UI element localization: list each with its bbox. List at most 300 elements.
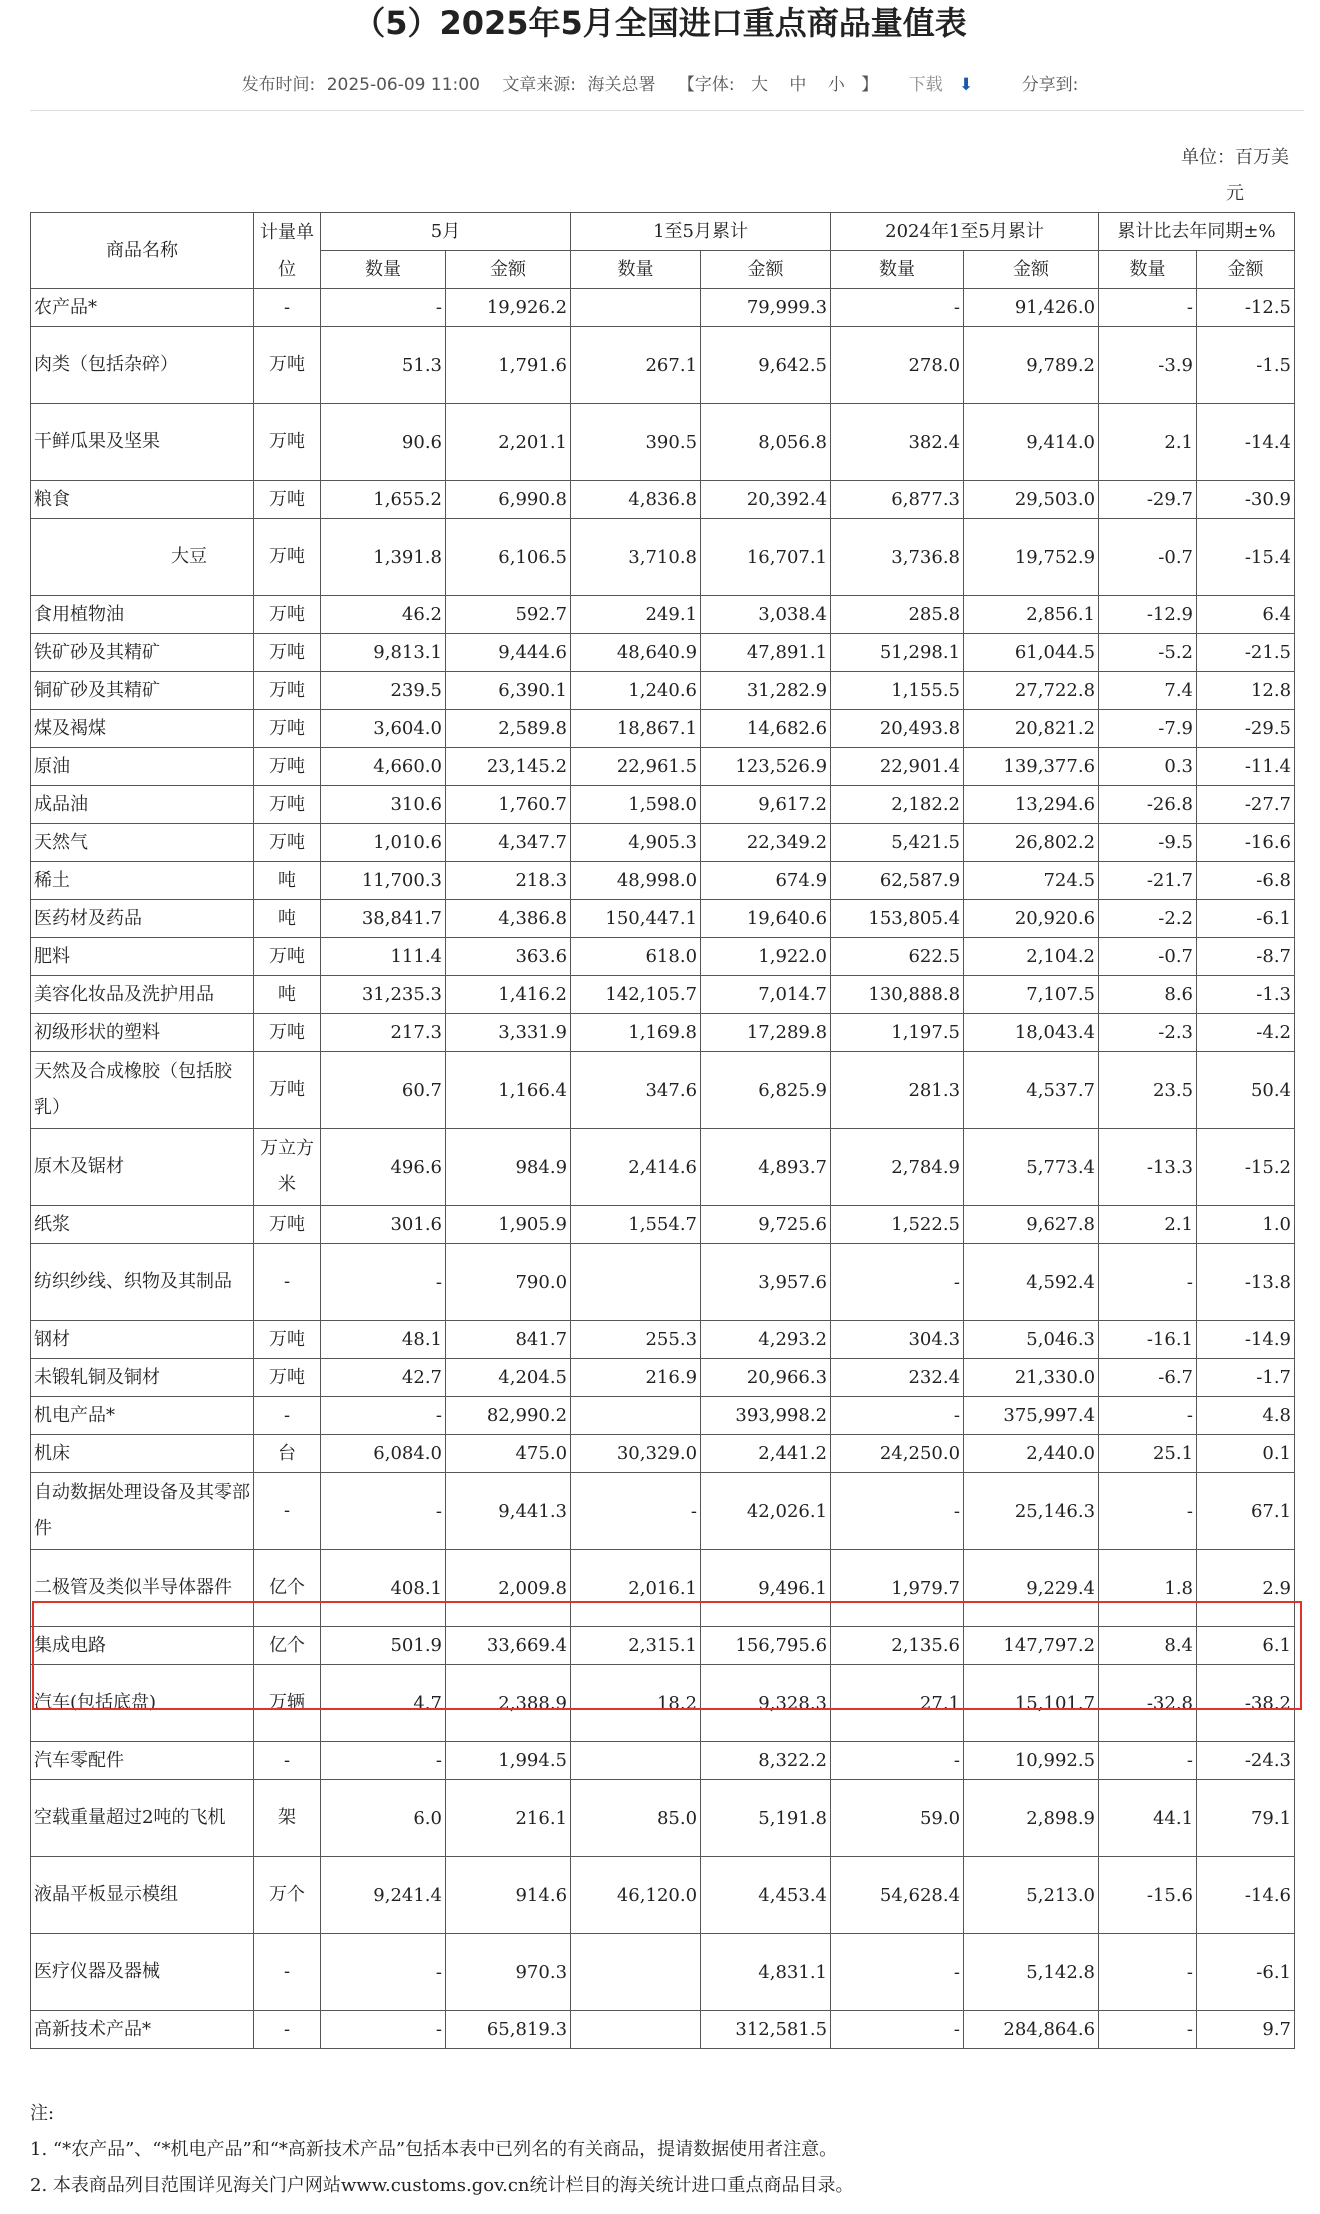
- row-unit: 架: [254, 1780, 321, 1857]
- row-value: 15,101.7: [964, 1665, 1099, 1742]
- row-value: 1.8: [1099, 1550, 1197, 1627]
- row-value: 2,388.9: [446, 1665, 571, 1742]
- row-value: 8,322.2: [701, 1742, 831, 1780]
- row-value: 267.1: [571, 327, 701, 404]
- row-value: 382.4: [831, 404, 964, 481]
- row-value: -13.3: [1099, 1129, 1197, 1206]
- row-value: -15.6: [1099, 1857, 1197, 1934]
- row-name: 钢材: [31, 1321, 254, 1359]
- row-unit: 万吨: [254, 1321, 321, 1359]
- row-value: 3,736.8: [831, 519, 964, 596]
- row-value: 4,537.7: [964, 1052, 1099, 1129]
- row-unit: 万吨: [254, 1052, 321, 1129]
- row-value: 150,447.1: [571, 900, 701, 938]
- row-name: 医疗仪器及器械: [31, 1934, 254, 2011]
- row-value: 4,204.5: [446, 1359, 571, 1397]
- font-large-button[interactable]: 大: [751, 75, 768, 95]
- font-size-close: 】: [861, 75, 879, 95]
- row-value: -: [321, 1742, 446, 1780]
- row-value: 724.5: [964, 862, 1099, 900]
- row-name: 美容化妆品及洗护用品: [31, 976, 254, 1014]
- share-label[interactable]: 分享到:: [1021, 75, 1079, 95]
- row-value: 82,990.2: [446, 1397, 571, 1435]
- row-name: 自动数据处理设备及其零部件: [31, 1473, 254, 1550]
- row-value: 9,617.2: [701, 786, 831, 824]
- row-value: 1,979.7: [831, 1550, 964, 1627]
- row-value: 2,856.1: [964, 596, 1099, 634]
- row-value: 1,905.9: [446, 1206, 571, 1244]
- row-value: 10,992.5: [964, 1742, 1099, 1780]
- row-unit: -: [254, 1934, 321, 2011]
- row-value: 285.8: [831, 596, 964, 634]
- row-value: 2,589.8: [446, 710, 571, 748]
- row-unit: 万吨: [254, 786, 321, 824]
- row-value: 67.1: [1197, 1473, 1295, 1550]
- row-name: 纺织纱线、织物及其制品: [31, 1244, 254, 1321]
- row-value: 48.1: [321, 1321, 446, 1359]
- row-unit: 吨: [254, 976, 321, 1014]
- row-value: -: [321, 289, 446, 327]
- row-unit: 吨: [254, 862, 321, 900]
- row-value: 1,922.0: [701, 938, 831, 976]
- row-value: 375,997.4: [964, 1397, 1099, 1435]
- row-value: 13,294.6: [964, 786, 1099, 824]
- row-value: -: [321, 2011, 446, 2049]
- header-name: 商品名称: [31, 213, 254, 289]
- row-value: -16.1: [1099, 1321, 1197, 1359]
- row-value: 19,640.6: [701, 900, 831, 938]
- row-value: -1.7: [1197, 1359, 1295, 1397]
- row-value: -11.4: [1197, 748, 1295, 786]
- row-value: 46,120.0: [571, 1857, 701, 1934]
- row-value: 1,522.5: [831, 1206, 964, 1244]
- row-unit: 万吨: [254, 1014, 321, 1052]
- row-value: -7.9: [1099, 710, 1197, 748]
- row-value: -8.7: [1197, 938, 1295, 976]
- table-row: [31, 1742, 1295, 1780]
- row-value: 2,009.8: [446, 1550, 571, 1627]
- header-unit: 计量单位: [254, 213, 321, 289]
- row-value: 23.5: [1099, 1052, 1197, 1129]
- row-unit: 万吨: [254, 1206, 321, 1244]
- row-value: 5,421.5: [831, 824, 964, 862]
- table-row: [31, 672, 1295, 710]
- row-value: [571, 1397, 701, 1435]
- row-value: -12.9: [1099, 596, 1197, 634]
- row-value: 232.4: [831, 1359, 964, 1397]
- row-value: 618.0: [571, 938, 701, 976]
- row-value: -: [1099, 1244, 1197, 1321]
- row-name: 高新技术产品*: [31, 2011, 254, 2049]
- row-value: 65,819.3: [446, 2011, 571, 2049]
- row-value: 301.6: [321, 1206, 446, 1244]
- table-row: [31, 1857, 1295, 1934]
- font-size-label: 【字体:: [677, 75, 735, 95]
- row-value: 147,797.2: [964, 1627, 1099, 1665]
- row-value: -4.2: [1197, 1014, 1295, 1052]
- row-value: [571, 1244, 701, 1321]
- row-value: 6,990.8: [446, 481, 571, 519]
- row-value: 79,999.3: [701, 289, 831, 327]
- row-value: -: [321, 1934, 446, 2011]
- row-value: -13.8: [1197, 1244, 1295, 1321]
- row-value: 5,773.4: [964, 1129, 1099, 1206]
- row-value: 61,044.5: [964, 634, 1099, 672]
- row-value: -3.9: [1099, 327, 1197, 404]
- row-value: 2.1: [1099, 1206, 1197, 1244]
- row-value: 5,213.0: [964, 1857, 1099, 1934]
- row-value: 20,392.4: [701, 481, 831, 519]
- row-value: 90.6: [321, 404, 446, 481]
- row-value: -30.9: [1197, 481, 1295, 519]
- row-unit: -: [254, 289, 321, 327]
- row-value: 27,722.8: [964, 672, 1099, 710]
- row-value: 2,135.6: [831, 1627, 964, 1665]
- row-value: 2,201.1: [446, 404, 571, 481]
- row-value: 239.5: [321, 672, 446, 710]
- table-row: [31, 1321, 1295, 1359]
- row-name: 液晶平板显示模组: [31, 1857, 254, 1934]
- row-value: -14.4: [1197, 404, 1295, 481]
- table-row: [31, 1435, 1295, 1473]
- row-name: 煤及褐煤: [31, 710, 254, 748]
- row-value: -14.6: [1197, 1857, 1295, 1934]
- row-value: 20,920.6: [964, 900, 1099, 938]
- row-value: -21.7: [1099, 862, 1197, 900]
- row-value: 91,426.0: [964, 289, 1099, 327]
- row-value: 5,191.8: [701, 1780, 831, 1857]
- row-value: 51,298.1: [831, 634, 964, 672]
- row-value: 18,043.4: [964, 1014, 1099, 1052]
- table-row: [31, 1780, 1295, 1857]
- row-name: 医药材及药品: [31, 900, 254, 938]
- row-value: 51.3: [321, 327, 446, 404]
- row-value: 1,791.6: [446, 327, 571, 404]
- row-value: 312,581.5: [701, 2011, 831, 2049]
- row-value: 54,628.4: [831, 1857, 964, 1934]
- row-value: 3,604.0: [321, 710, 446, 748]
- row-value: 4,831.1: [701, 1934, 831, 2011]
- row-value: 408.1: [321, 1550, 446, 1627]
- row-name: 食用植物油: [31, 596, 254, 634]
- row-value: -: [1099, 1397, 1197, 1435]
- row-value: 9,627.8: [964, 1206, 1099, 1244]
- table-row: [31, 1473, 1295, 1550]
- row-value: 3,957.6: [701, 1244, 831, 1321]
- row-value: -: [321, 1397, 446, 1435]
- row-value: -15.4: [1197, 519, 1295, 596]
- row-value: 1,598.0: [571, 786, 701, 824]
- table-row: [31, 1052, 1295, 1129]
- table-row: [31, 289, 1295, 327]
- row-unit: -: [254, 1473, 321, 1550]
- row-name: 铜矿砂及其精矿: [31, 672, 254, 710]
- table-row: [31, 327, 1295, 404]
- row-value: 216.1: [446, 1780, 571, 1857]
- row-value: -: [831, 1244, 964, 1321]
- row-value: 4,453.4: [701, 1857, 831, 1934]
- row-value: 1,166.4: [446, 1052, 571, 1129]
- row-value: [571, 289, 701, 327]
- row-value: -1.3: [1197, 976, 1295, 1014]
- row-value: 21,330.0: [964, 1359, 1099, 1397]
- header-amt: 金额: [964, 251, 1099, 289]
- row-value: 4.7: [321, 1665, 446, 1742]
- row-name: 机电产品*: [31, 1397, 254, 1435]
- row-value: 2,441.2: [701, 1435, 831, 1473]
- header-may: 5月: [321, 213, 571, 251]
- row-value: 9,725.6: [701, 1206, 831, 1244]
- row-value: 501.9: [321, 1627, 446, 1665]
- row-value: 11,700.3: [321, 862, 446, 900]
- row-value: 123,526.9: [701, 748, 831, 786]
- row-name: 空载重量超过2吨的飞机: [31, 1780, 254, 1857]
- row-value: 20,493.8: [831, 710, 964, 748]
- row-value: 393,998.2: [701, 1397, 831, 1435]
- row-value: -6.1: [1197, 900, 1295, 938]
- row-value: 60.7: [321, 1052, 446, 1129]
- font-medium-button[interactable]: 中: [789, 75, 807, 95]
- row-value: 2,016.1: [571, 1550, 701, 1627]
- row-value: 62,587.9: [831, 862, 964, 900]
- row-unit: 万吨: [254, 404, 321, 481]
- table-row: [31, 786, 1295, 824]
- row-value: 1,416.2: [446, 976, 571, 1014]
- row-name: 农产品*: [31, 289, 254, 327]
- row-value: 790.0: [446, 1244, 571, 1321]
- row-value: 9,414.0: [964, 404, 1099, 481]
- row-name: 稀土: [31, 862, 254, 900]
- row-value: 8.4: [1099, 1627, 1197, 1665]
- row-unit: 亿个: [254, 1627, 321, 1665]
- row-name: 大豆: [31, 519, 254, 596]
- row-name: 未锻轧铜及铜材: [31, 1359, 254, 1397]
- row-value: 153,805.4: [831, 900, 964, 938]
- row-value: 1,760.7: [446, 786, 571, 824]
- row-value: 1.0: [1197, 1206, 1295, 1244]
- header-qty: 数量: [1099, 251, 1197, 289]
- row-value: [571, 2011, 701, 2049]
- row-value: 3,038.4: [701, 596, 831, 634]
- row-unit: -: [254, 1244, 321, 1321]
- row-value: -27.7: [1197, 786, 1295, 824]
- row-value: 48,998.0: [571, 862, 701, 900]
- row-value: 9.7: [1197, 2011, 1295, 2049]
- row-value: 4.8: [1197, 1397, 1295, 1435]
- row-value: -: [571, 1473, 701, 1550]
- row-value: 6.1: [1197, 1627, 1295, 1665]
- row-value: -: [1099, 2011, 1197, 2049]
- row-value: -29.7: [1099, 481, 1197, 519]
- row-value: 4,660.0: [321, 748, 446, 786]
- header-qty: 数量: [571, 251, 701, 289]
- note-2: 2. 本表商品列目范围详见海关门户网站www.customs.gov.cn统计栏目的海关统计进口重点商品目录。: [30, 2175, 854, 2196]
- row-value: 9,441.3: [446, 1473, 571, 1550]
- row-value: 363.6: [446, 938, 571, 976]
- row-value: 914.6: [446, 1857, 571, 1934]
- row-name: 原木及锯材: [31, 1129, 254, 1206]
- row-value: 281.3: [831, 1052, 964, 1129]
- row-value: 18,867.1: [571, 710, 701, 748]
- row-value: 2.9: [1197, 1550, 1295, 1627]
- row-value: 6,084.0: [321, 1435, 446, 1473]
- table-row: [31, 1129, 1295, 1206]
- row-value: -6.7: [1099, 1359, 1197, 1397]
- row-unit: 万个: [254, 1857, 321, 1934]
- article-meta: [0, 70, 1320, 100]
- row-value: 42.7: [321, 1359, 446, 1397]
- notes-label: 注:: [30, 2103, 55, 2124]
- row-value: 111.4: [321, 938, 446, 976]
- row-value: 25,146.3: [964, 1473, 1099, 1550]
- row-value: -1.5: [1197, 327, 1295, 404]
- row-value: 674.9: [701, 862, 831, 900]
- row-value: 17,289.8: [701, 1014, 831, 1052]
- row-value: 9,496.1: [701, 1550, 831, 1627]
- row-value: -: [831, 289, 964, 327]
- row-value: 1,240.6: [571, 672, 701, 710]
- row-unit: 万吨: [254, 672, 321, 710]
- row-unit: 万吨: [254, 596, 321, 634]
- row-value: 14,682.6: [701, 710, 831, 748]
- row-unit: -: [254, 1742, 321, 1780]
- row-unit: 万立方米: [254, 1129, 321, 1206]
- row-name: 原油: [31, 748, 254, 786]
- row-value: 26,802.2: [964, 824, 1099, 862]
- row-value: 79.1: [1197, 1780, 1295, 1857]
- row-value: 139,377.6: [964, 748, 1099, 786]
- row-value: 3,331.9: [446, 1014, 571, 1052]
- row-value: 496.6: [321, 1129, 446, 1206]
- row-value: 19,752.9: [964, 519, 1099, 596]
- row-name: 集成电路: [31, 1627, 254, 1665]
- row-value: -: [321, 1244, 446, 1321]
- font-small-button[interactable]: 小: [827, 75, 845, 95]
- divider: [30, 110, 1304, 111]
- row-unit: 万吨: [254, 519, 321, 596]
- row-value: 6,390.1: [446, 672, 571, 710]
- row-value: -: [831, 2011, 964, 2049]
- row-name: 肥料: [31, 938, 254, 976]
- row-name: 铁矿砂及其精矿: [31, 634, 254, 672]
- row-name: 二极管及类似半导体器件: [31, 1550, 254, 1627]
- row-value: 20,821.2: [964, 710, 1099, 748]
- row-value: 2,104.2: [964, 938, 1099, 976]
- header-amt: 金额: [701, 251, 831, 289]
- row-value: 8,056.8: [701, 404, 831, 481]
- row-value: 4,347.7: [446, 824, 571, 862]
- row-value: [571, 1934, 701, 2011]
- table-row: [31, 634, 1295, 672]
- row-value: -24.3: [1197, 1742, 1295, 1780]
- row-value: -: [1099, 1742, 1197, 1780]
- header-ytd: 1至5月累计: [571, 213, 831, 251]
- row-value: 9,241.4: [321, 1857, 446, 1934]
- table-row: [31, 2011, 1295, 2049]
- row-unit: 万吨: [254, 327, 321, 404]
- row-value: -: [1099, 1934, 1197, 2011]
- row-value: 5,046.3: [964, 1321, 1099, 1359]
- row-name: 汽车(包括底盘): [31, 1665, 254, 1742]
- download-icon[interactable]: ⬇: [959, 75, 974, 95]
- row-value: 31,235.3: [321, 976, 446, 1014]
- table-row: [31, 824, 1295, 862]
- row-value: -21.5: [1197, 634, 1295, 672]
- table-row: [31, 862, 1295, 900]
- note-1: 1. “*农产品”、“*机电产品”和“*高新技术产品”包括本表中已列名的有关商品，提请数据使用者注意。: [30, 2139, 838, 2160]
- table-row: [31, 1359, 1295, 1397]
- row-name: 肉类（包括杂碎）: [31, 327, 254, 404]
- row-value: 841.7: [446, 1321, 571, 1359]
- row-value: -16.6: [1197, 824, 1295, 862]
- row-value: 31,282.9: [701, 672, 831, 710]
- row-value: 2,315.1: [571, 1627, 701, 1665]
- header-yoy: 累计比去年同期±%: [1099, 213, 1295, 251]
- table-row: [31, 1397, 1295, 1435]
- row-value: 12.8: [1197, 672, 1295, 710]
- row-value: -32.8: [1099, 1665, 1197, 1742]
- row-value: 4,386.8: [446, 900, 571, 938]
- row-name: 天然气: [31, 824, 254, 862]
- row-value: 1,169.8: [571, 1014, 701, 1052]
- row-value: 0.3: [1099, 748, 1197, 786]
- row-name: 纸浆: [31, 1206, 254, 1244]
- row-value: 2,414.6: [571, 1129, 701, 1206]
- row-unit: 万吨: [254, 824, 321, 862]
- row-value: 475.0: [446, 1435, 571, 1473]
- row-unit: 万吨: [254, 938, 321, 976]
- row-value: 19,926.2: [446, 289, 571, 327]
- row-value: -: [831, 1397, 964, 1435]
- row-value: 2.1: [1099, 404, 1197, 481]
- row-value: 255.3: [571, 1321, 701, 1359]
- row-value: 0.1: [1197, 1435, 1295, 1473]
- table-row: [31, 1550, 1295, 1627]
- row-value: 4,592.4: [964, 1244, 1099, 1321]
- row-unit: 台: [254, 1435, 321, 1473]
- row-value: 1,155.5: [831, 672, 964, 710]
- row-value: -15.2: [1197, 1129, 1295, 1206]
- row-value: 2,182.2: [831, 786, 964, 824]
- source-value: 海关总署: [587, 75, 656, 95]
- table-row: [31, 404, 1295, 481]
- row-value: 25.1: [1099, 1435, 1197, 1473]
- row-value: 6,877.3: [831, 481, 964, 519]
- row-value: 8.6: [1099, 976, 1197, 1014]
- row-value: -26.8: [1099, 786, 1197, 824]
- row-unit: 万吨: [254, 1359, 321, 1397]
- row-value: 18.2: [571, 1665, 701, 1742]
- row-value: 4,293.2: [701, 1321, 831, 1359]
- row-unit: -: [254, 1397, 321, 1435]
- row-name: 汽车零配件: [31, 1742, 254, 1780]
- publish-label: 发布时间:: [241, 75, 316, 95]
- row-value: 48,640.9: [571, 634, 701, 672]
- row-value: 4,905.3: [571, 824, 701, 862]
- row-value: 216.9: [571, 1359, 701, 1397]
- row-value: 7,107.5: [964, 976, 1099, 1014]
- row-value: 390.5: [571, 404, 701, 481]
- row-value: -29.5: [1197, 710, 1295, 748]
- row-value: 50.4: [1197, 1052, 1295, 1129]
- download-link[interactable]: 下载: [908, 75, 943, 95]
- table-row: [31, 976, 1295, 1014]
- row-value: 46.2: [321, 596, 446, 634]
- row-value: 22,901.4: [831, 748, 964, 786]
- row-value: 310.6: [321, 786, 446, 824]
- table-row: [31, 1627, 1295, 1665]
- table-row: [31, 1206, 1295, 1244]
